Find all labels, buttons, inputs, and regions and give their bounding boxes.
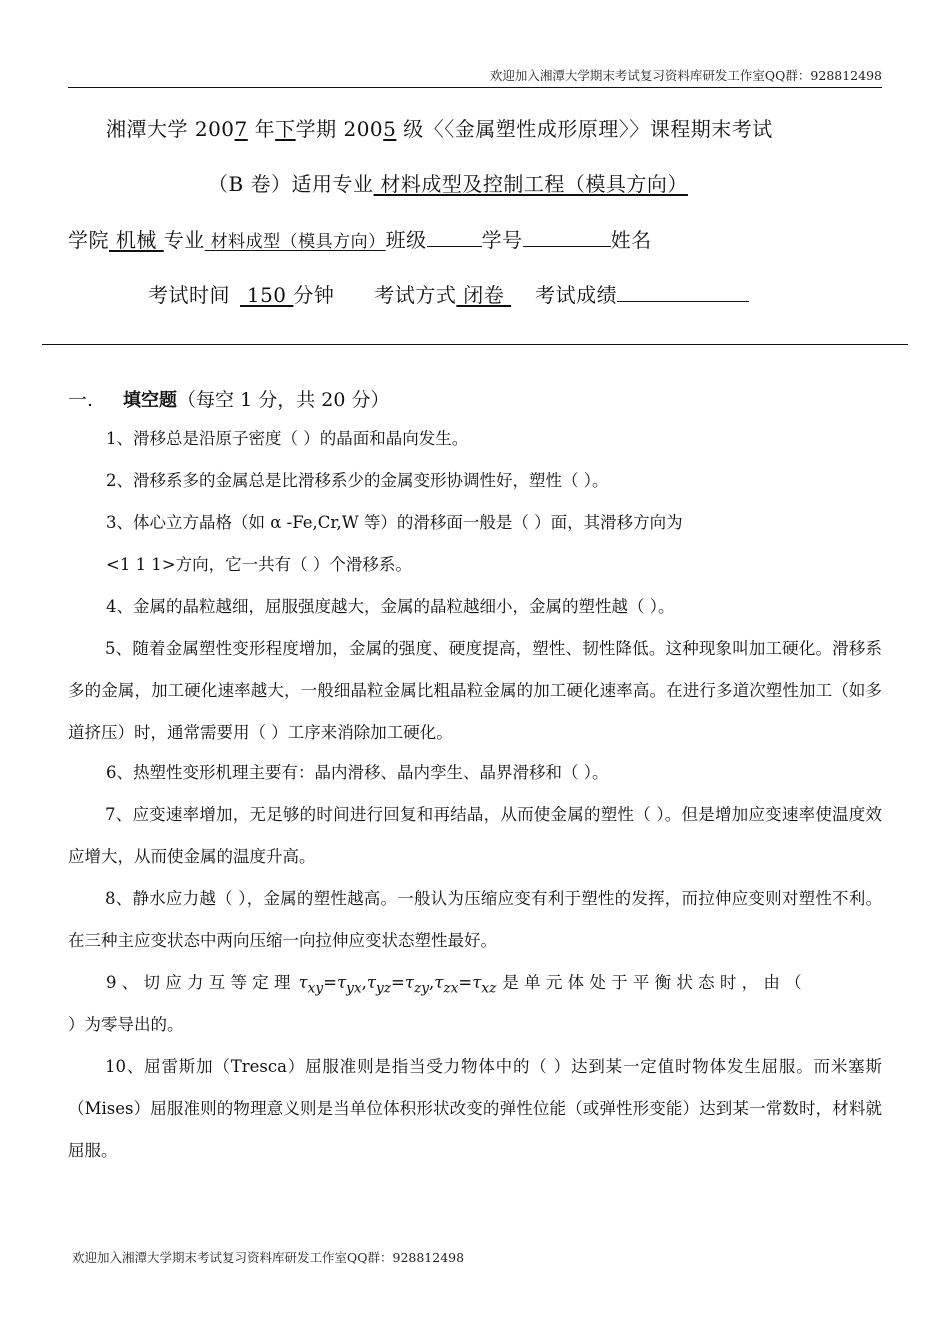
major-name-field: 材料成型（模具方向） — [204, 232, 386, 252]
exam-title-line1: 湘潭大学 2007 年下学期 2005 级〈〈金属塑性成形原理〉〉课程期末考试 — [106, 117, 773, 141]
major-field: 材料成型及控制工程（模具方向） — [373, 172, 688, 196]
exam-method-field: 闭卷 — [456, 283, 512, 307]
footer-note: 欢迎加入湘潭大学期末考试复习资料库研发工作室QQ群：928812498 — [72, 1250, 465, 1265]
section-heading: 一. 填空题（每空 1 分，共 20 分） — [68, 389, 390, 411]
exam-title-line2: （B 卷）适用专业 材料成型及控制工程（模具方向） — [208, 172, 688, 196]
question-1: 1、滑移总是沿原子密度（ ）的晶面和晶向发生。 — [106, 429, 469, 448]
question-9-cont: ）为零导出的。 — [68, 1015, 184, 1034]
class-blank[interactable] — [427, 228, 482, 247]
question-2: 2、滑移系多的金属总是比滑移系少的金属变形协调性好，塑性（ ）。 — [106, 471, 609, 490]
exam-score-blank[interactable] — [617, 283, 749, 302]
question-4: 4、金属的晶粒越细，屈服强度越大，金属的晶粒越细小，金属的塑性越（ ）。 — [106, 597, 675, 616]
question-3-cont: <1 1 1>方向，它一共有（ ）个滑移系。 — [106, 555, 412, 574]
question-3: 3、体心立方晶格（如 α -Fe,Cr,W 等）的滑移面一般是（ ）面，其滑移方向为 — [106, 513, 683, 532]
student-id-blank[interactable] — [523, 228, 611, 247]
college-field: 机械 — [109, 228, 164, 252]
header-note: 欢迎加入湘潭大学期末考试复习资料库研发工作室QQ群：928812498 — [489, 68, 882, 83]
header-rule — [68, 87, 882, 88]
exam-meta-row: 考试时间 150 分钟 考试方式 闭卷 考试成绩 — [148, 279, 749, 308]
question-8: 8、静水应力越（ ），金属的塑性越高。一般认为压缩应变有利于塑性的发挥，而拉伸应变则对塑性不利。在三种主应变状态中两向压缩一向拉伸应变状态塑性最好。 — [68, 889, 882, 950]
question-9: 9 、 切 应 力 互 等 定 理 $\tau_{xy}=\tau_{yx},\tau_{yz}=\tau_{zy},\tau_{zx}=\tau_{xz}$ 是 单 元 体 处 于 平 衡 状 态 时 ， 由 （ — [106, 973, 802, 997]
question-6: 6、热塑性变形机理主要有：晶内滑移、晶内孪生、晶界滑移和（ ）。 — [106, 763, 609, 782]
question-7: 7、应变速率增加，无足够的时间进行回复和再结晶，从而使金属的塑性（ ）。但是增加应变速率使温度效应增大，从而使金属的温度升高。 — [68, 805, 882, 866]
question-10: 10、屈雷斯加（Tresca）屈服准则是指当受力物体中的（ ）达到某一定值时物体发生屈服。而米塞斯（Mises）屈服准则的物理意义则是当单位体积形状改变的弹性位能（或弹性形变能）达到某一常数时，材料就屈服。 — [68, 1057, 882, 1160]
exam-duration-field: 150 — [240, 283, 294, 307]
student-info-row: 学院 机械 专业 材料成型（模具方向）班级 学号 姓名 — [68, 228, 652, 252]
header-divider — [42, 344, 908, 345]
shear-stress-equation: $\tau_{xy}=\tau_{yx},\tau_{yz}=\tau_{zy},\tau_{zx}=\tau_{xz}$ — [298, 973, 497, 997]
question-5: 5、随着金属塑性变形程度增加，金属的强度、硬度提高，塑性、韧性降低。这种现象叫加工硬化。滑移系多的金属，加工硬化速率越大，一般细晶粒金属比粗晶粒金属的加工硬化速率高。在进行多道次塑性加工（如多道挤压）时，通常需要用（ ）工序来消除加工硬化。 — [68, 639, 882, 742]
